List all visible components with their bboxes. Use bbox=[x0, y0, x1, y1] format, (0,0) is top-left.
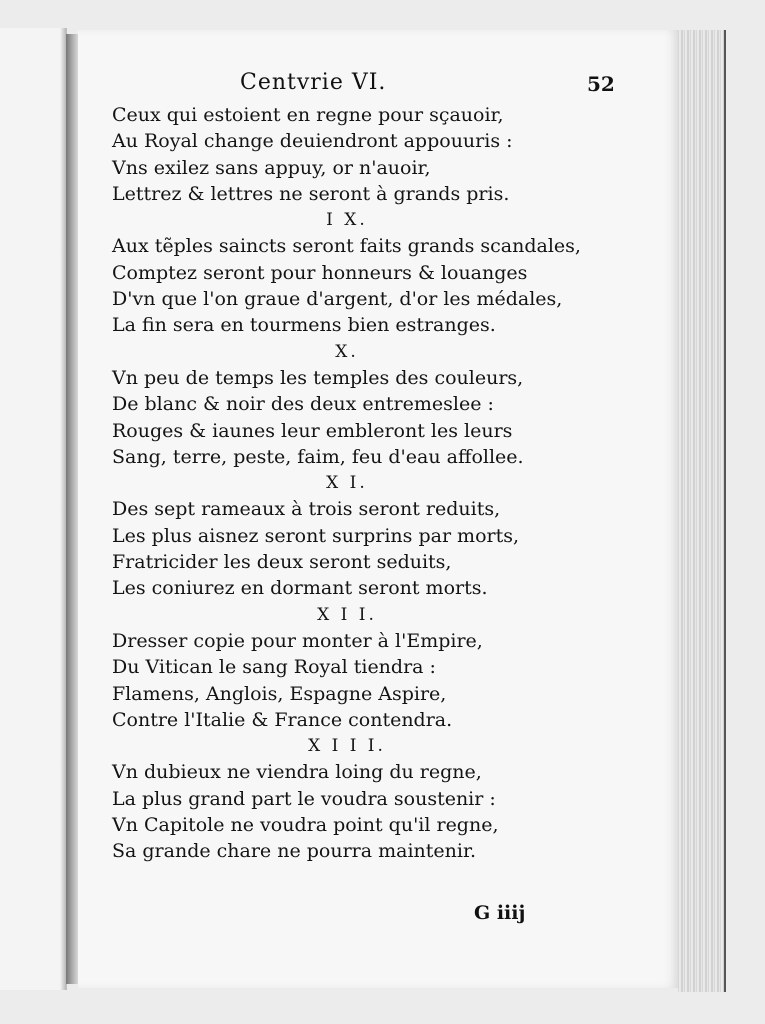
verse-line: Rouges & iaunes leur embleront les leurs bbox=[112, 419, 513, 442]
quatrain bbox=[112, 207, 612, 338]
verse-line: Vn Capitole ne voudra point qu'il regne, bbox=[112, 814, 499, 837]
verse-line: La plus grand part le voudra soustenir : bbox=[112, 787, 496, 810]
verse-line: Aux tẽples saincts seront faits grands scandales, bbox=[112, 235, 581, 258]
verse-line: Lettrez & lettres ne seront à grands pris. bbox=[112, 182, 510, 205]
quatrain bbox=[112, 733, 612, 864]
quatrain bbox=[112, 339, 612, 470]
running-head: Centvrie VI. bbox=[240, 70, 387, 95]
quatrain bbox=[112, 602, 612, 733]
verse-line: Sang, terre, peste, faim, feu d'eau affollee. bbox=[112, 445, 524, 468]
verse-line: Vn dubieux ne viendra loing du regne, bbox=[112, 761, 482, 784]
page-stack-edge bbox=[678, 30, 726, 992]
verse-line: De blanc & noir des deux entremeslee : bbox=[112, 393, 494, 416]
verse-line: Dresser copie pour monter à l'Empire, bbox=[112, 629, 483, 652]
verse-line: D'vn que l'on graue d'argent, d'or les médales, bbox=[112, 288, 563, 311]
verse-line: Flamens, Anglois, Espagne Aspire, bbox=[112, 682, 447, 705]
verse-line: Ceux qui estoient en regne pour sçauoir, bbox=[112, 104, 504, 126]
quatrain bbox=[112, 102, 612, 207]
quatrain-numeral: X I I I. bbox=[308, 736, 386, 757]
quatrain-numeral: X. bbox=[335, 341, 359, 362]
verse-line: Contre l'Italie & France contendra. bbox=[112, 708, 453, 731]
quatrain-numeral: X I. bbox=[326, 473, 368, 494]
left-page-edge bbox=[0, 28, 67, 990]
verse-line: Vns exilez sans appuy, or n'auoir, bbox=[112, 156, 431, 179]
quatrain-numeral: X I I. bbox=[317, 604, 377, 625]
text-block bbox=[112, 102, 612, 865]
catchword: G iiij bbox=[474, 902, 526, 924]
quatrain-numeral: I X. bbox=[326, 210, 368, 231]
verse-line: Sa grande chare ne pourra maintenir. bbox=[112, 840, 476, 863]
verse-line: Comptez seront pour honneurs & louanges bbox=[112, 261, 528, 284]
verse-line: Du Vitican le sang Royal tiendra : bbox=[112, 656, 436, 679]
verse-line: Des sept rameaux à trois seront reduits, bbox=[112, 498, 501, 521]
quatrain bbox=[112, 470, 612, 601]
page-header bbox=[0, 70, 765, 98]
page-number: 52 bbox=[587, 72, 615, 96]
verse-line: La fin sera en tourmens bien estranges. bbox=[112, 314, 496, 337]
verse-line: Fratricider les deux seront seduits, bbox=[112, 551, 452, 574]
book-gutter bbox=[66, 34, 78, 984]
verse-line: Les coniurez en dormant seront morts. bbox=[112, 577, 488, 600]
verse-line: Les plus aisnez seront surprins par morts, bbox=[112, 524, 520, 547]
verse-line: Vn peu de temps les temples des couleurs, bbox=[112, 366, 524, 389]
verse-line: Au Royal change deuiendront appouuris : bbox=[112, 130, 513, 153]
